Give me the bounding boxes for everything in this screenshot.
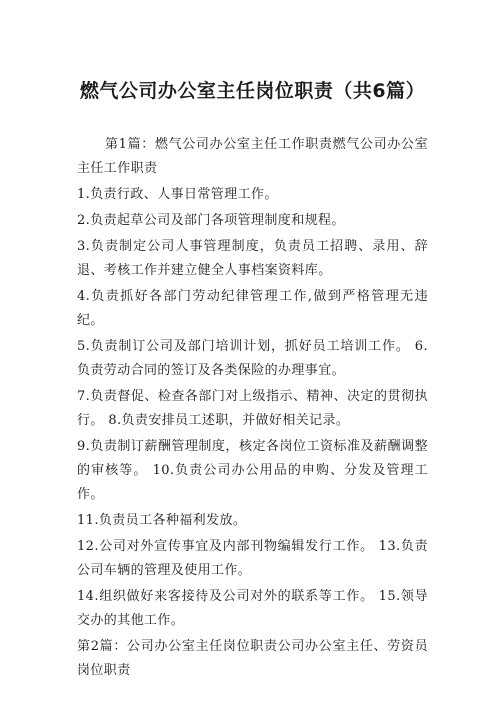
paragraph: 7.负责督促、检查各部门对上级指示、精神、决定的贯彻执行。 8.负责安排员工述职，并做好相关记录。 bbox=[77, 389, 428, 428]
paragraph: 12.公司对外宣传事宜及内部刊物编辑发行工作。 13.负责公司车辆的管理及使用工作。 bbox=[77, 539, 428, 578]
paragraph: 4.负责抓好各部门劳动纪律管理工作,做到严格管理无违纪。 bbox=[77, 289, 428, 328]
paragraph: 14.组织做好来客接待及公司对外的联系等工作。 15.领导交办的其他工作。 bbox=[77, 589, 428, 628]
paragraph: 5.负责制订公司及部门培训计划，抓好员工培训工作。 6.负责劳动合同的签订及各类保险的办理事宜。 bbox=[77, 339, 428, 378]
document-body bbox=[77, 133, 428, 683]
document-title: 燃气公司办公室主任岗位职责（共6篇） bbox=[79, 80, 426, 102]
paragraph: 第1篇：燃气公司办公室主任工作职责燃气公司办公室主任工作职责 bbox=[77, 137, 428, 176]
paragraph: 9.负责制订薪酬管理制度，核定各岗位工资标准及薪酬调整的审核等。 10.负责公司办公用品的申购、分发及管理工作。 bbox=[77, 439, 428, 502]
paragraph: 3.负责制定公司人事管理制度，负责员工招聘、录用、辞退、考核工作并建立健全人事档案资料库。 bbox=[77, 239, 428, 278]
paragraph: 11.负责员工各种福利发放。 bbox=[77, 513, 247, 528]
paragraph: 第2篇：公司办公室主任岗位职责公司办公室主任、劳资员岗位职责 bbox=[77, 639, 428, 678]
paragraph: 2.负责起草公司及部门各项管理制度和规程。 bbox=[77, 213, 345, 228]
paragraph: 1.负责行政、人事日常管理工作。 bbox=[77, 187, 278, 202]
